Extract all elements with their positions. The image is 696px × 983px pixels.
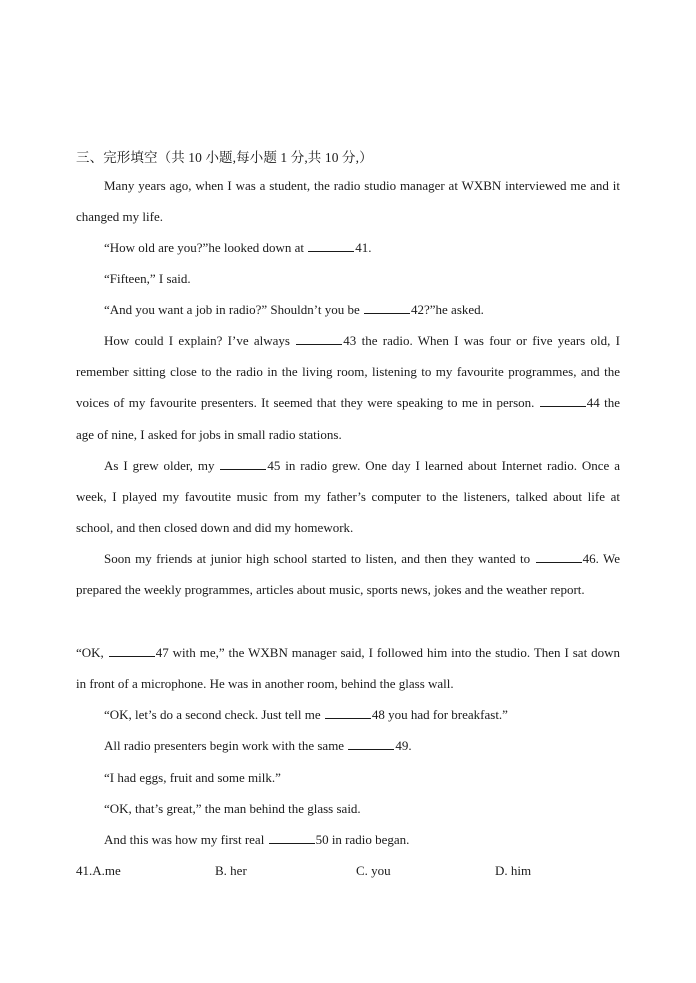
paragraph-4 [76, 294, 620, 325]
blank-49[interactable] [348, 748, 394, 750]
paragraph-2 [76, 232, 620, 263]
paragraph-text: Soon my friends at junior high school started to listen, and then they wanted to [104, 551, 535, 566]
paragraph-13 [76, 824, 620, 855]
paragraph-text: 46. We prepared the weekly programmes, articles about music, sports news, jokes and the weather report. [76, 551, 620, 598]
paragraph-text: 49. [395, 738, 412, 753]
paragraph-12 [76, 793, 620, 824]
paragraph-text: All radio presenters begin work with the same [104, 738, 348, 753]
paragraph-5 [76, 325, 620, 450]
paragraph-text: 43 the radio. When I was four or five years old, I remember sitting close to the radio in the living room, listening to my favourite programmes, and the voices of my favourite presenters. It seemed that they were speaking to me in person. [76, 333, 620, 411]
paragraph-9 [76, 699, 620, 730]
paragraph-text: And this was how my first real [104, 832, 268, 847]
paragraph-text: 45 in radio grew. One day I learned about Internet radio. Once a week, I played my favoutite music from my father’s computer to the listeners, talked about life at school, and then closed down and did my homework. [76, 458, 620, 536]
blank-46[interactable] [536, 561, 582, 563]
paragraph-text: 44 the age of nine, I asked for jobs in small radio stations. [76, 395, 620, 442]
paragraph-text: “OK, that’s great,” the man behind the glass said. [104, 801, 361, 816]
blank-41[interactable] [308, 250, 354, 252]
paragraph-1 [76, 170, 620, 232]
paragraph-3 [76, 263, 620, 294]
blank-47[interactable] [109, 655, 155, 657]
blank-50[interactable] [269, 842, 315, 844]
blank-42[interactable] [364, 312, 410, 314]
paragraph-text: “And you want a job in radio?” Shouldn’t you be [104, 302, 363, 317]
paragraph-text: 41. [355, 240, 372, 255]
option-41-b[interactable]: B. her [215, 863, 247, 878]
section-title: 三、完形填空（共 10 小题,每小题 1 分,共 10 分,） [76, 150, 373, 165]
question-41-options [76, 861, 620, 881]
option-41-c[interactable]: C. you [356, 863, 391, 878]
paragraph-text: “How old are you?”he looked down at [104, 240, 308, 255]
paragraph-text: “Fifteen,” I said. [104, 271, 191, 286]
blank-43[interactable] [296, 343, 342, 345]
paragraph-text: How could I explain? I’ve always [104, 333, 296, 348]
paragraph-text: 42?”he asked. [411, 302, 484, 317]
paragraph-text: “OK, [76, 645, 108, 660]
paragraph-text: 50 in radio began. [315, 832, 410, 847]
blank-44[interactable] [540, 405, 586, 407]
paragraph-6 [76, 450, 620, 544]
paragraph-text: As I grew older, my [104, 458, 220, 473]
paragraph-text: 48 you had for breakfast.” [371, 707, 508, 722]
blank-45[interactable] [220, 468, 266, 470]
blank-48[interactable] [325, 717, 371, 719]
paragraph-7 [76, 543, 620, 605]
paragraph-text: 47 with me,” the WXBN manager said, I followed him into the studio. Then I sat down in front of a microphone. He was in another room, behind the glass wall. [76, 645, 621, 692]
paragraph-text: “I had eggs, fruit and some milk.” [104, 770, 281, 785]
option-41-d[interactable]: D. him [495, 863, 532, 878]
paragraph-8 [76, 637, 620, 699]
paragraph-10 [76, 730, 620, 761]
paragraph-text: Many years ago, when I was a student, the radio studio manager at WXBN interviewed me and it changed my life. [76, 178, 620, 225]
paragraph-11 [76, 762, 620, 793]
option-41-a[interactable]: 41.A.me [76, 863, 121, 878]
paragraph-text: “OK, let’s do a second check. Just tell me [104, 707, 324, 722]
